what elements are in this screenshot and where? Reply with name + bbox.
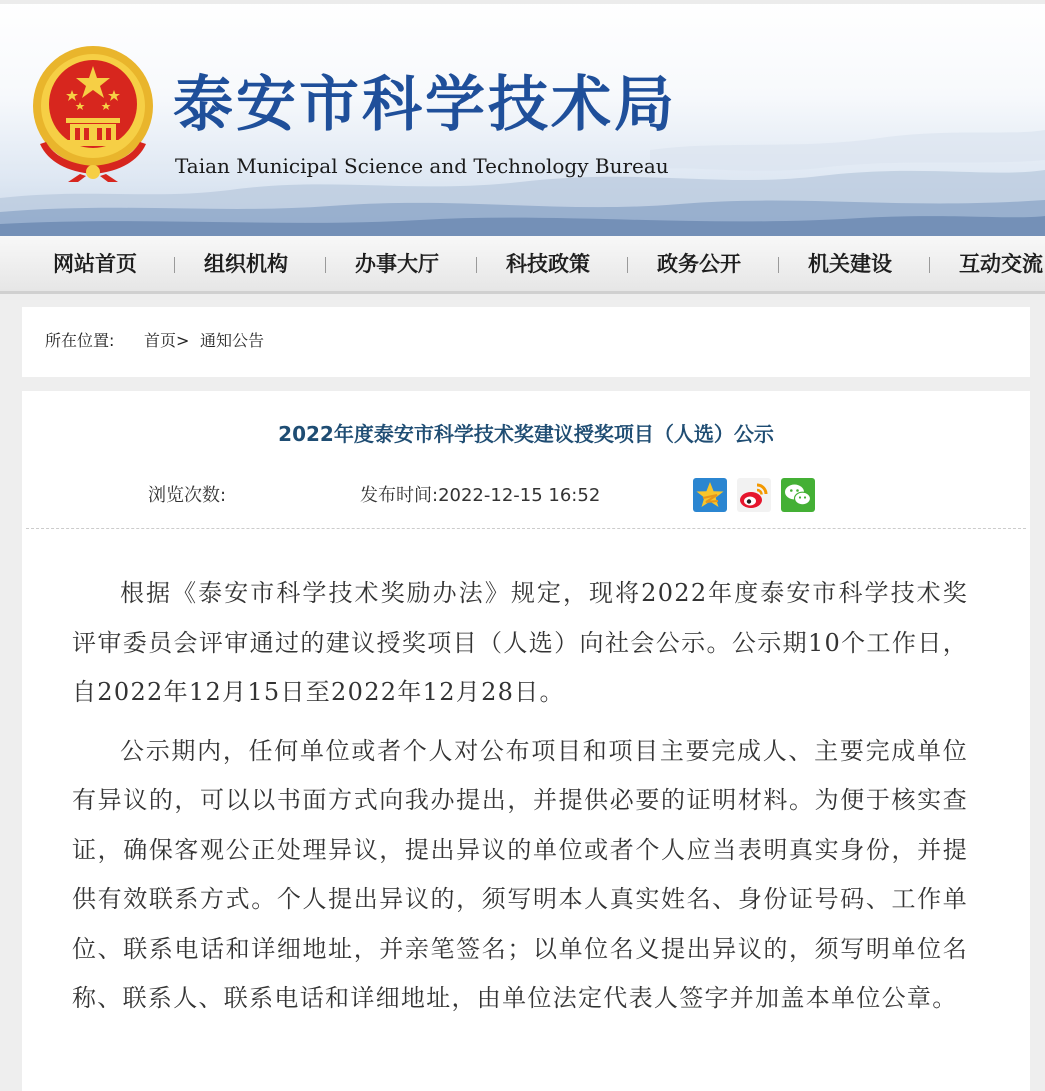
article-paragraph: 公示期内，任何单位或者个人对公布项目和项目主要完成人、主要完成单位有异议的，可以以书面方式向我办提出，并提供必要的证明材料。为便于核实查证，确保客观公正处理异议，提出异议的单位或者个人应当表明真实身份，并提供有效联系方式。个人提出异议的，须写明本人真实姓名、身份证号码、工作单位、联系电话和详细地址，并亲笔签名；以单位名义提出异议的，须写明单位名称、联系人、联系电话和详细地址，由单位法定代表人签字并加盖本单位公章。 xyxy=(72,736,968,1012)
breadcrumb-home-link[interactable]: 首页> xyxy=(144,331,190,350)
breadcrumb-label: 所在位置: xyxy=(45,331,115,350)
article-paragraph: 根据《泰安市科学技术奖励办法》规定，现将2022年度泰安市科学技术奖评审委员会评审通过的建议授奖项目（人选）向社会公示。公示期10个工作日，自2022年12月15日至2022年12月28日。 xyxy=(72,579,968,706)
site-title-en: Taian Municipal Science and Technology Bureau xyxy=(175,154,669,178)
nav-separator xyxy=(476,257,477,273)
nav-item-organization[interactable]: 组织机构 xyxy=(204,252,288,276)
nav-item-party-building[interactable]: 机关建设 xyxy=(808,252,892,276)
national-emblem-icon xyxy=(28,44,158,182)
nav-item-gov-affairs[interactable]: 政务公开 xyxy=(657,252,741,276)
wechat-icon[interactable] xyxy=(781,478,815,512)
nav-item-interaction[interactable]: 互动交流 xyxy=(959,252,1043,276)
view-count: 浏览次数: xyxy=(148,485,227,506)
article-panel xyxy=(22,391,1030,1091)
article-title: 2022年度泰安市科学技术奖建议授奖项目（人选）公示 xyxy=(278,422,774,446)
nav-item-policy[interactable]: 科技政策 xyxy=(506,252,590,276)
breadcrumb xyxy=(22,307,1030,377)
nav-item-home[interactable]: 网站首页 xyxy=(53,252,137,276)
nav-separator xyxy=(325,257,326,273)
main-nav xyxy=(0,236,1045,294)
nav-separator xyxy=(929,257,930,273)
weibo-icon[interactable] xyxy=(737,478,771,512)
nav-separator xyxy=(627,257,628,273)
nav-separator xyxy=(174,257,175,273)
meta-divider xyxy=(26,528,1026,529)
article-body xyxy=(72,569,968,1033)
breadcrumb-current[interactable]: 通知公告 xyxy=(200,331,265,350)
nav-separator xyxy=(778,257,779,273)
qzone-icon[interactable] xyxy=(693,478,727,512)
site-banner xyxy=(0,0,1045,236)
site-title-cn: 泰安市科学技术局 xyxy=(173,70,677,140)
nav-item-service-hall[interactable]: 办事大厅 xyxy=(355,252,439,276)
publish-time: 发布时间:2022-12-15 16:52 xyxy=(360,485,601,506)
